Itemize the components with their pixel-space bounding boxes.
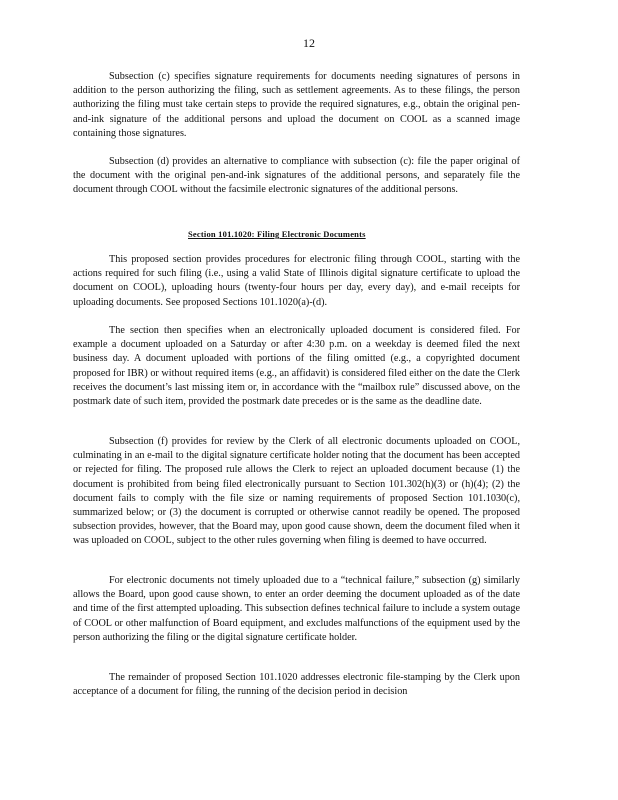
page-number: 12 [303, 36, 315, 50]
paragraph-subsection-g: For electronic documents not timely uploaded due to a “technical failure,” subsection (g) similarly allows the Board, upon good cause shown, to enter an order deeming the document uploaded as of the date and time of the first attempted uploading. This subsection defines technical failure to include a system outage of COOL or other malfunction of Board equipment, and excludes malfunctions of the equipment used by the person authorizing the filing or the digital signature certificate holder. [73, 575, 520, 643]
paragraph-remainder: The remainder of proposed Section 101.1020 addresses electronic file-stamping by the Clerk upon acceptance of a document for filing, the running of the decision period in decision [73, 672, 520, 698]
paragraph-procedures: This proposed section provides procedures for electronic filing through COOL, starting with the actions required for such filing (i.e., using a valid State of Illinois digital signature certificate to upload the document on COOL), uploading hours (twenty-four hours per day, every day), and e-mail receipts for uploading documents. See proposed Sections 101.1020(a)-(d). [73, 254, 520, 308]
paragraph-subsection-d: Subsection (d) provides an alternative to compliance with subsection (c): file the paper original of the document with the original pen-and-ink signatures of the additional persons, and separately file the document through COOL without the facsimile electronic signatures of the additional persons. [73, 156, 520, 196]
paragraph-filed-timing: The section then specifies when an electronically uploaded document is considered filed. For example a document uploaded on a Saturday or after 4:30 p.m. on a weekday is deemed filed the next business day. A document uploaded with portions of the filing omitted (e.g., a copyrighted document proposed for IBR) or without required items (e.g., an affidavit) is considered filed either on the date the Clerk receives the document’s last missing item or, in accordance with the “mailbox rule” discussed above, on the postmark date of such item, provided the postmark date precedes or is the same as the deadline date. [73, 325, 520, 408]
paragraph-subsection-c: Subsection (c) specifies signature requirements for documents needing signatures of persons in addition to the person authorizing the filing, such as settlement agreements. As to these filings, the person authorizing the filing must take certain steps to provide the required signatures, e.g., obtain the original pen-and-ink signature of the additional persons and upload the document on COOL as a scanned image containing those signatures. [73, 71, 520, 139]
section-heading: Section 101.1020: Filing Electronic Documents [188, 229, 366, 239]
paragraph-subsection-f: Subsection (f) provides for review by the Clerk of all electronic documents uploaded on COOL, culminating in an e-mail to the digital signature certificate holder noting that the document has been accepted or rejected for filing. The proposed rule allows the Clerk to reject an uploaded document because (1) the document is prohibited from being filed electronically pursuant to Section 101.302(h)(3) or (h)(4); (2) the document fails to comply with the file size or naming requirements of proposed Section 101.1030(c), summarized below; or (3) the document is corrupted or otherwise cannot readily be opened. The proposed subsection provides, however, that the Board may, upon good cause shown, deem the document filed when it was uploaded on COOL, subject to the other rules governing when filing is deemed to have occurred. [73, 436, 520, 547]
